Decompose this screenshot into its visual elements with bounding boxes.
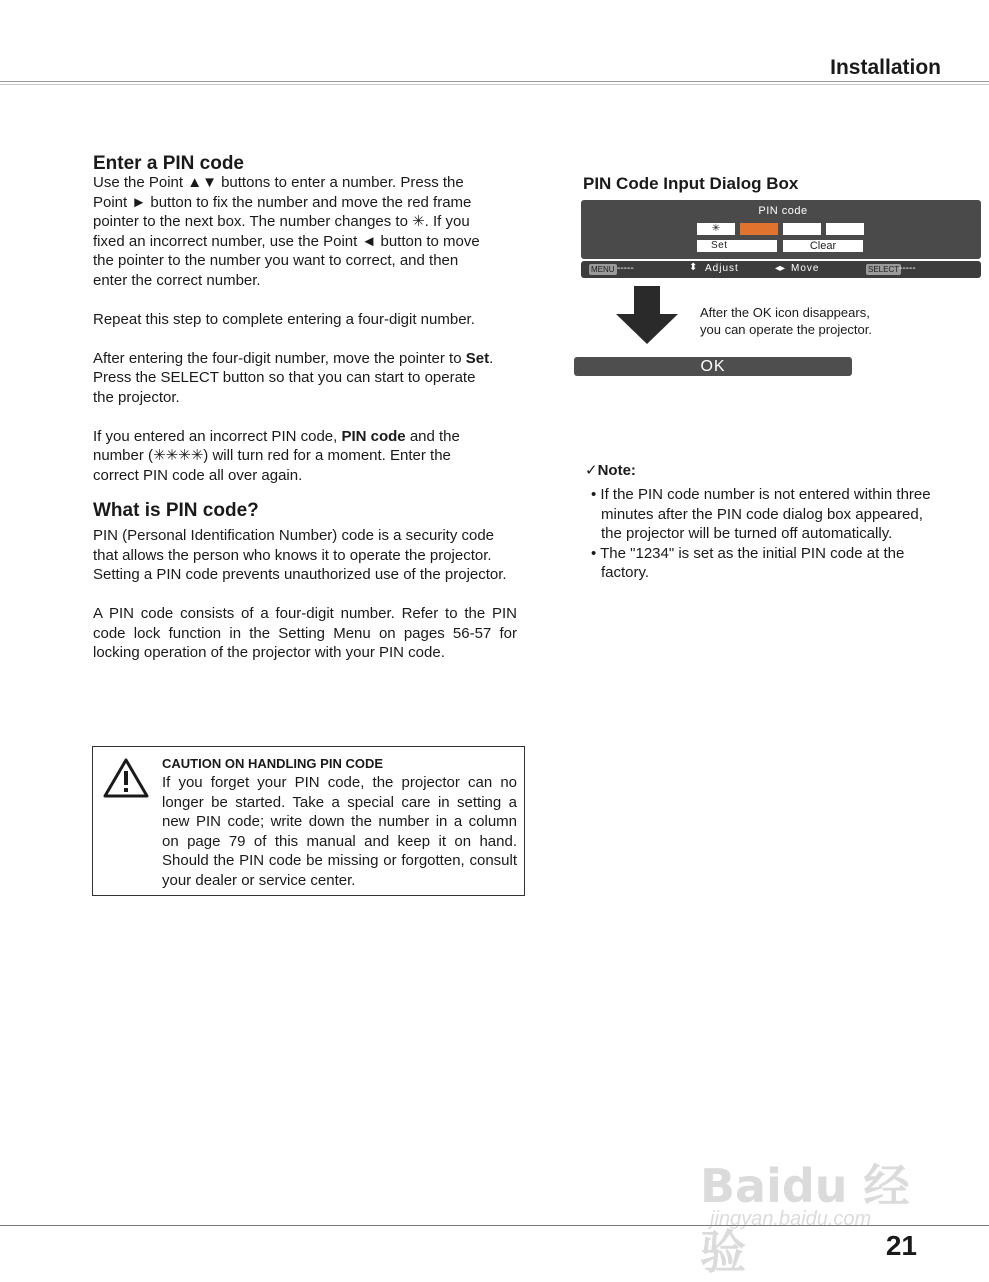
enter-pin-heading: Enter a PIN code [93,153,244,174]
text-line: enter the correct number. [93,271,261,289]
ok-note [700,304,872,338]
pin-digit-4[interactable] [826,223,864,235]
caution-title: CAUTION ON HANDLING PIN CODE [162,756,383,771]
pin-digit-3[interactable] [783,223,821,235]
pin-dialog [581,200,981,259]
section-title: Installation [830,56,941,79]
text-line: If you entered an incorrect PIN code, PIN code and the [93,427,460,445]
enter-pin-p1 [93,173,525,290]
what-is-pin-heading: What is PIN code? [93,500,259,521]
select-key-value: ----- [899,263,916,274]
text-line: Use the Point ▲▼ buttons to enter a number. Press the [93,174,464,191]
caution-body: If you forget your PIN code, the projector can no longer be started. Take a special care in setting a new PIN code; write down the number in a column on page 79 of this manual and keep it on hand. Should the PIN code be missing or forgotten, consult your dealer or service center. [162,774,517,889]
what-is-pin-p1: PIN (Personal Identification Number) code is a security code that allows the person who knows it to operate the projector. Setting a PIN code prevents unauthorized use of the projector. [93,527,507,583]
list-item: • If the PIN code number is not entered within three minutes after the PIN code dialog box appeared, the projector will be turned off automatically. [591,486,931,542]
text-line: fixed an incorrect number, use the Point ◄ button to move [93,232,480,250]
pin-dialog-label: PIN code [758,205,808,217]
note-title: ✓Note: [585,462,636,479]
enter-pin-p3 [93,349,525,408]
left-right-icon: ◂▸ [775,263,786,274]
text-line: pointer to the next box. The number changes to ✳. If you [93,213,470,230]
header-rule [0,81,989,82]
text-line: correct PIN code all over again. [93,466,303,484]
clear-button[interactable]: Clear [783,240,863,252]
move-label: Move [791,263,820,274]
pin-digit-1[interactable]: ✳ [697,223,735,235]
text-line: Point ► button to fix the number and move the red frame [93,193,472,211]
down-arrow-icon [614,286,680,346]
text-line: Press the SELECT button so that you can start to operate [93,369,476,386]
checkmark-icon: ✓ [585,462,598,479]
note-list [591,485,931,583]
text-line: After the OK icon disappears, [700,305,870,320]
header-rule-secondary [0,84,989,85]
what-is-pin-body [93,526,517,682]
page-number: 21 [885,1230,917,1261]
select-key-chip: SELECT [868,265,900,274]
ok-indicator: OK [574,357,852,376]
warning-triangle-icon [103,757,149,799]
enter-pin-p4 [93,427,525,486]
watermark-brand: Baidu 经验 [700,1159,910,1279]
enter-pin-body [93,173,525,485]
text-line: the pointer to the number you want to correct, and then [93,252,459,269]
text-line: the projector. [93,388,180,406]
up-down-icon: ⬍ [689,262,698,273]
menu-key-value: ----- [617,263,634,274]
list-item: • The "1234" is set as the initial PIN code at the factory. [591,544,905,581]
text-line: you can operate the projector. [700,322,873,337]
text-line: number (✳✳✳✳) will turn red for a moment. Enter the [93,447,451,464]
dialog-guide-bar [581,261,981,278]
menu-key-chip: MENU [591,265,615,274]
set-button[interactable]: Set [697,240,777,252]
pin-digit-2-active[interactable] [740,223,778,235]
dialog-caption: PIN Code Input Dialog Box [583,174,799,193]
adjust-label: Adjust [705,263,739,274]
text-line: After entering the four-digit number, move the pointer to Set. [93,349,494,367]
caution-box [92,746,525,896]
enter-pin-p2: Repeat this step to complete entering a four-digit number. [93,310,475,328]
watermark-url: jingyan.baidu.com [710,1208,872,1230]
what-is-pin-p2: A PIN code consists of a four-digit number. Refer to the PIN code lock function in the Setting Menu on pages 56-57 for locking operation of the projector with your PIN code. [93,605,517,661]
